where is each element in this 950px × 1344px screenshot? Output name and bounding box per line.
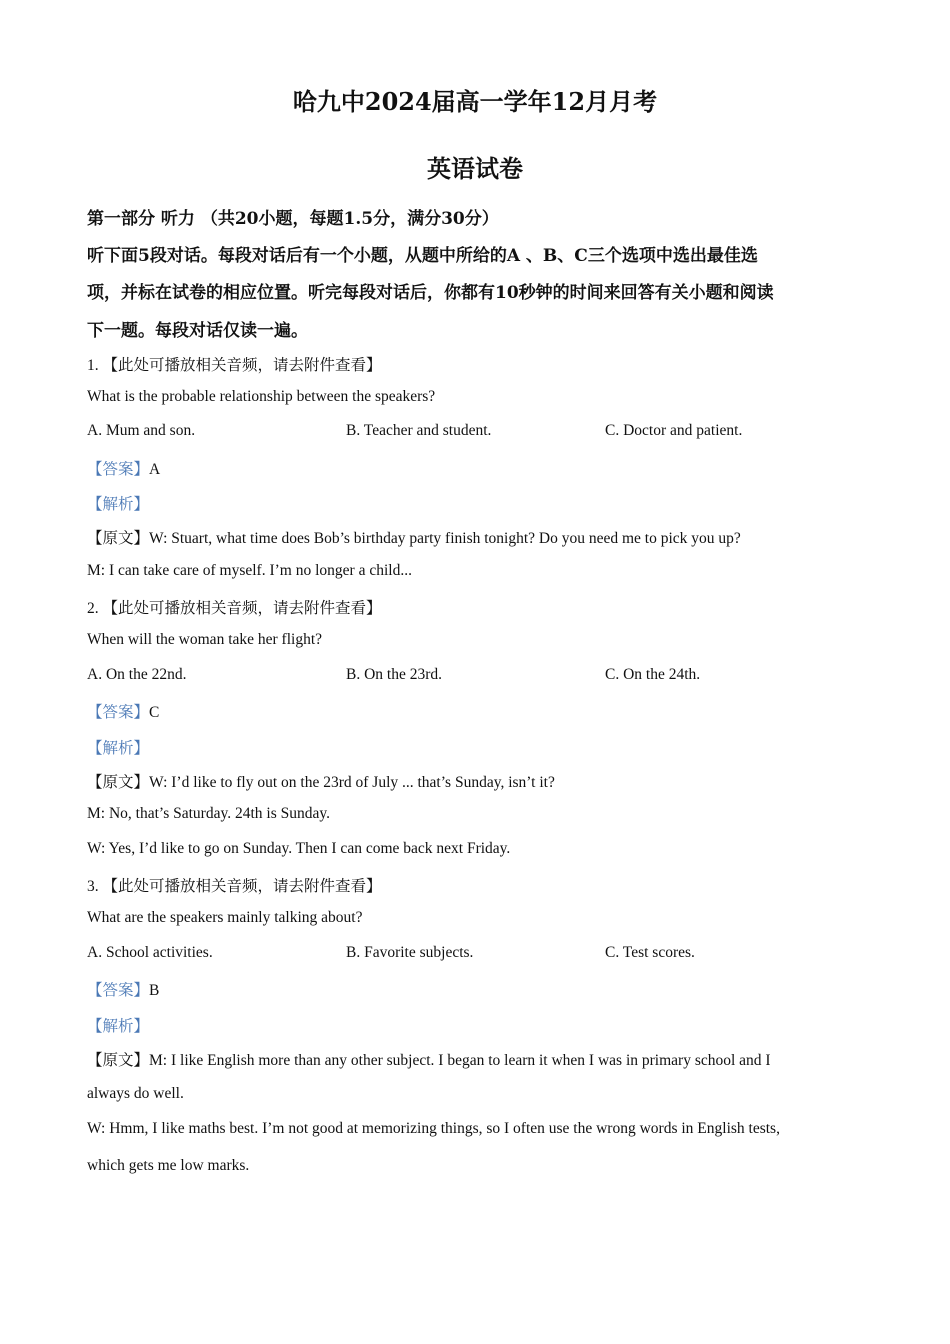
question-number: 3.: [87, 878, 99, 895]
analysis-label: 【解析】: [87, 1018, 150, 1035]
answer-line: [87, 978, 159, 1000]
instruction-line: 下一题。每段对话仅读一遍。: [87, 321, 308, 341]
option-a: A. On the 22nd.: [87, 666, 187, 683]
question-text: What is the probable relationship between the speakers?: [87, 388, 436, 405]
original-label: 【原文】: [87, 1052, 150, 1069]
transcript-line: W: Hmm, I like maths best. I’m not good at memorizing things, so I often use the wrong words in English tests,: [87, 1120, 780, 1137]
instruction-line: 项，并标在试卷的相应位置。听完每段对话后，你都有10秒钟的时间来回答有关小题和阅读: [87, 283, 774, 303]
audio-placeholder-link[interactable]: 【此处可播放相关音频，请去附件查看】: [102, 600, 382, 617]
analysis-label: 【解析】: [87, 740, 150, 757]
question-audio-line: [87, 874, 382, 896]
option-a: A. School activities.: [87, 944, 213, 961]
transcript-text: W: I’d like to fly out on the 23rd of July ... that’s Sunday, isn’t it?: [149, 774, 555, 791]
transcript-text: W: Stuart, what time does Bob’s birthday party finish tonight? Do you need me to pick you up?: [149, 530, 741, 547]
option-b: B. Teacher and student.: [346, 422, 492, 439]
option-c: C. Test scores.: [605, 944, 695, 961]
exam-subtitle: 英语试卷: [427, 154, 523, 183]
transcript-text: M: I like English more than any other subject. I began to learn it when I was in primary school and I: [149, 1052, 771, 1069]
transcript-line: M: No, that’s Saturday. 24th is Sunday.: [87, 805, 330, 822]
answer-value: B: [149, 982, 160, 999]
analysis-label: 【解析】: [87, 496, 150, 513]
question-text: What are the speakers mainly talking about?: [87, 909, 363, 926]
option-c: C. Doctor and patient.: [605, 422, 743, 439]
instruction-line: 听下面5段对话。每段对话后有一个小题，从题中所给的A 、B、C三个选项中选出最佳选: [87, 246, 758, 266]
answer-label: 【答案】: [87, 704, 150, 721]
option-b: B. On the 23rd.: [346, 666, 443, 683]
transcript-line: W: Yes, I’d like to go on Sunday. Then I can come back next Friday.: [87, 840, 511, 857]
audio-placeholder-link[interactable]: 【此处可播放相关音频，请去附件查看】: [102, 357, 382, 374]
original-label: 【原文】: [87, 774, 150, 791]
question-text: When will the woman take her flight?: [87, 631, 323, 648]
answer-value: C: [149, 704, 160, 721]
question-number: 1.: [87, 357, 99, 374]
answer-label: 【答案】: [87, 461, 150, 478]
transcript-line: always do well.: [87, 1085, 184, 1102]
option-b: B. Favorite subjects.: [346, 944, 474, 961]
audio-placeholder-link[interactable]: 【此处可播放相关音频，请去附件查看】: [102, 878, 382, 895]
transcript-line: which gets me low marks.: [87, 1157, 250, 1174]
section-heading: 第一部分 听力 （共20小题，每题1.5分，满分30分）: [87, 209, 499, 229]
question-audio-line: [87, 353, 382, 375]
answer-label: 【答案】: [87, 982, 150, 999]
original-label: 【原文】: [87, 530, 150, 547]
answer-line: [87, 457, 160, 479]
answer-line: [87, 700, 159, 722]
option-c: C. On the 24th.: [605, 666, 701, 683]
question-number: 2.: [87, 600, 99, 617]
exam-title: 哈九中2024届高一学年12月月考: [292, 87, 658, 116]
transcript-line: [87, 1048, 771, 1070]
transcript-line: [87, 526, 741, 548]
option-a: A. Mum and son.: [87, 422, 196, 439]
answer-value: A: [149, 461, 161, 478]
transcript-line: M: I can take care of myself. I’m no longer a child...: [87, 562, 412, 579]
question-audio-line: [87, 596, 382, 618]
transcript-line: [87, 770, 555, 792]
